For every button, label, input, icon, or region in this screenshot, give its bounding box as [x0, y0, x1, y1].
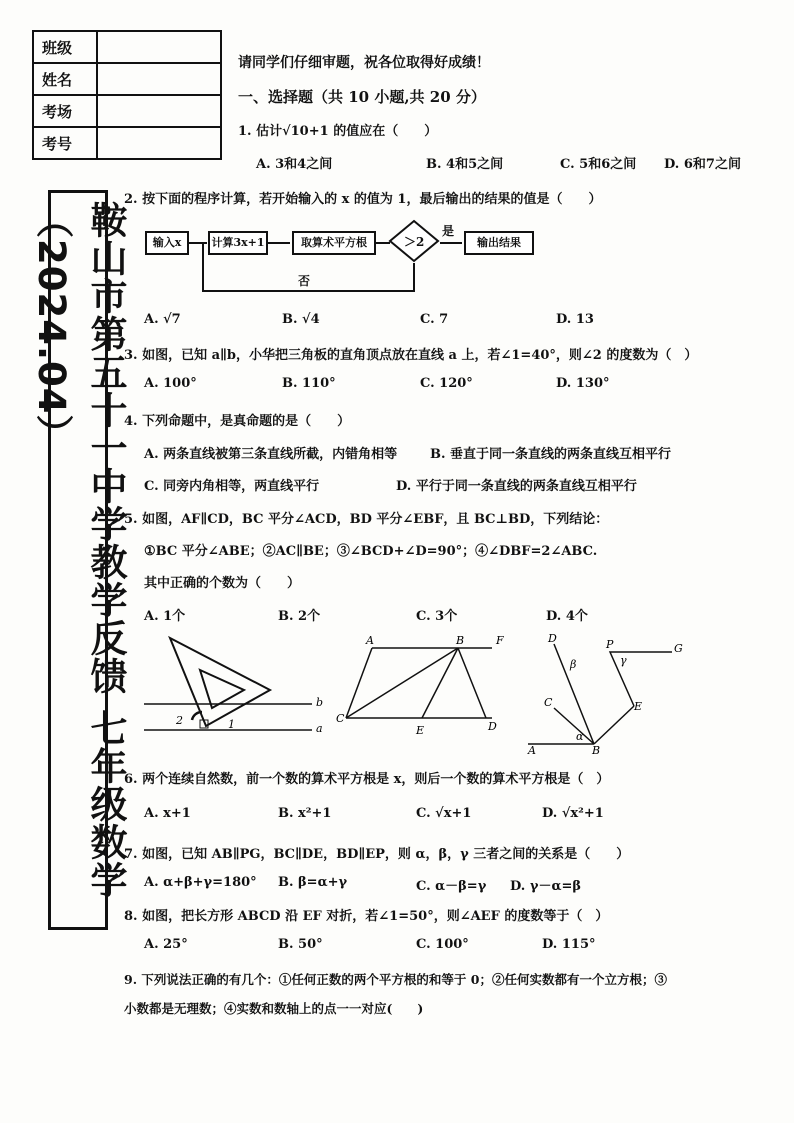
flow-arrow — [189, 242, 207, 244]
section-header: 一、选择题（共 10 小题,共 20 分） — [238, 88, 486, 106]
q6-option-b[interactable]: B. x²+1 — [278, 806, 332, 821]
q3-option-c[interactable]: C. 120° — [420, 376, 473, 391]
figure-parallel-lines — [336, 634, 504, 737]
fig3-label: D — [548, 632, 557, 645]
greeting: 请同学们仔细审题，祝各位取得好成绩！ — [238, 55, 490, 71]
q6-option-a[interactable]: A. x+1 — [144, 806, 191, 821]
fig3-label: β — [570, 658, 577, 671]
q5-option-d[interactable]: D. 4个 — [546, 609, 588, 624]
q8-option-a[interactable]: A. 25° — [144, 937, 188, 952]
q1-option-b[interactable]: B. 4和5之间 — [426, 157, 504, 172]
flow-loop-line — [413, 263, 415, 291]
info-table — [32, 30, 222, 160]
flow-condition-label: ＞2 — [404, 235, 425, 249]
name-field[interactable] — [97, 63, 221, 95]
fig1-label: b — [316, 696, 324, 709]
q1-option-a[interactable]: A. 3和4之间 — [256, 157, 333, 172]
name-label: 姓名 — [33, 63, 97, 95]
fig2-label: A — [366, 634, 374, 647]
q1-stem: 1. 估计√10+1 的值应在（ ） — [238, 124, 438, 139]
q2-option-b[interactable]: B. √4 — [282, 312, 320, 327]
q8-option-b[interactable]: B. 50° — [278, 937, 323, 952]
q6-stem: 6. 两个连续自然数，前一个数的算术平方根是 x，则后一个数的算术平方根是（ ） — [124, 772, 610, 787]
fig3-label: C — [544, 696, 553, 709]
flow-calc-box: 计算3x+1 — [208, 231, 268, 255]
q9-line2: 小数都是无理数；④实数和数轴上的点一一对应( ) — [124, 1001, 424, 1016]
q6-option-c[interactable]: C. √x+1 — [416, 806, 472, 821]
flow-loop-line — [202, 242, 204, 292]
q8-stem: 8. 如图，把长方形 ABCD 沿 EF 对折，若∠1=50°，则∠AEF 的度数等于（ ） — [124, 909, 609, 924]
flow-output-box: 输出结果 — [464, 231, 534, 255]
flow-yes-label: 是 — [442, 224, 455, 238]
side-title: 鞍山市第五十一中学教学反馈 七年级数学（2024.04） — [30, 201, 127, 899]
q1-option-d[interactable]: D. 6和7之间 — [664, 157, 741, 172]
q5-ask: 其中正确的个数为（ ） — [144, 576, 301, 591]
flow-input-box: 输入x — [145, 231, 189, 255]
q4-option-d[interactable]: D. 平行于同一条直线的两条直线互相平行 — [396, 479, 637, 494]
figure-zigzag — [527, 632, 683, 756]
q4-option-c[interactable]: C. 同旁内角相等，两直线平行 — [144, 479, 320, 494]
fig3-label: G — [674, 642, 683, 655]
q2-option-a[interactable]: A. √7 — [144, 312, 181, 327]
exam-number-field[interactable] — [97, 127, 221, 159]
q7-option-c[interactable]: C. α－β=γ — [416, 879, 487, 894]
flow-no-label: 否 — [298, 274, 311, 288]
fig2-label: F — [496, 634, 504, 647]
q2-option-d[interactable]: D. 13 — [556, 312, 594, 327]
q5-conclusions: ①BC 平分∠ABE；②AC∥BE；③∠BCD+∠D=90°；④∠DBF=2∠ABC. — [144, 544, 598, 559]
q3-option-a[interactable]: A. 100° — [144, 376, 197, 391]
q3-stem: 3. 如图，已知 a∥b，小华把三角板的直角顶点放在直线 a 上，若∠1=40°，则∠2 的度数为（ ） — [124, 348, 698, 363]
q3-option-d[interactable]: D. 130° — [556, 376, 610, 391]
fig3-label: γ — [620, 654, 627, 667]
q8-option-c[interactable]: C. 100° — [416, 937, 469, 952]
fig3-label: P — [606, 638, 614, 651]
q8-option-d[interactable]: D. 115° — [542, 937, 596, 952]
q7-option-b[interactable]: B. β=α+γ — [278, 875, 348, 890]
q7-option-a[interactable]: A. α+β+γ=180° — [144, 875, 257, 890]
q6-option-d[interactable]: D. √x²+1 — [542, 806, 604, 821]
q4-option-b[interactable]: B. 垂直于同一条直线的两条直线互相平行 — [430, 447, 672, 462]
figure-set-square — [144, 638, 323, 735]
q9-line1: 9. 下列说法正确的有几个：①任何正数的两个平方根的和等于 0；②任何实数都有一个立方根；③ — [124, 972, 667, 987]
flow-loop-line — [202, 290, 415, 292]
class-label: 班级 — [33, 31, 97, 63]
fig3-label: E — [634, 700, 643, 713]
q4-option-a[interactable]: A. 两条直线被第三条直线所截，内错角相等 — [144, 447, 398, 462]
class-field[interactable] — [97, 31, 221, 63]
q5-option-a[interactable]: A. 1个 — [144, 609, 186, 624]
fig3-label: A — [528, 744, 536, 756]
q7-stem: 7. 如图，已知 AB∥PG，BC∥DE，BD∥EP，则 α，β，γ 三者之间的关系是（ ） — [124, 847, 630, 862]
fig1-label: 1 — [228, 718, 235, 731]
fig3-label: B — [592, 744, 601, 756]
fig1-label: 2 — [176, 714, 183, 727]
fig2-label: E — [416, 724, 425, 737]
q2-option-c[interactable]: C. 7 — [420, 312, 449, 327]
q1-option-c[interactable]: C. 5和6之间 — [560, 157, 637, 172]
q3-option-b[interactable]: B. 110° — [282, 376, 336, 391]
exam-number-label: 考号 — [33, 127, 97, 159]
fig3-label: α — [576, 730, 584, 743]
flow-sqrt-box: 取算术平方根 — [292, 231, 376, 255]
flow-arrow — [440, 242, 462, 244]
q4-stem: 4. 下列命题中，是真命题的是（ ） — [124, 414, 351, 429]
figures-row — [140, 628, 700, 756]
exam-room-field[interactable] — [97, 95, 221, 127]
q7-option-d[interactable]: D. γ－α=β — [510, 879, 581, 894]
q5-option-b[interactable]: B. 2个 — [278, 609, 321, 624]
exam-room-label: 考场 — [33, 95, 97, 127]
fig2-label: D — [488, 720, 497, 733]
fig1-label: a — [316, 722, 323, 735]
flow-arrow — [268, 242, 290, 244]
fig2-label: B — [456, 634, 465, 647]
q2-stem: 2. 按下面的程序计算，若开始输入的 x 的值为 1，最后输出的结果的值是（ ） — [124, 192, 602, 207]
side-title-box — [30, 190, 127, 930]
q5-stem: 5. 如图，AF∥CD，BC 平分∠ACD，BD 平分∠EBF，且 BC⊥BD，下列结论： — [124, 512, 609, 527]
fig2-label: C — [336, 712, 345, 725]
q5-option-c[interactable]: C. 3个 — [416, 609, 458, 624]
